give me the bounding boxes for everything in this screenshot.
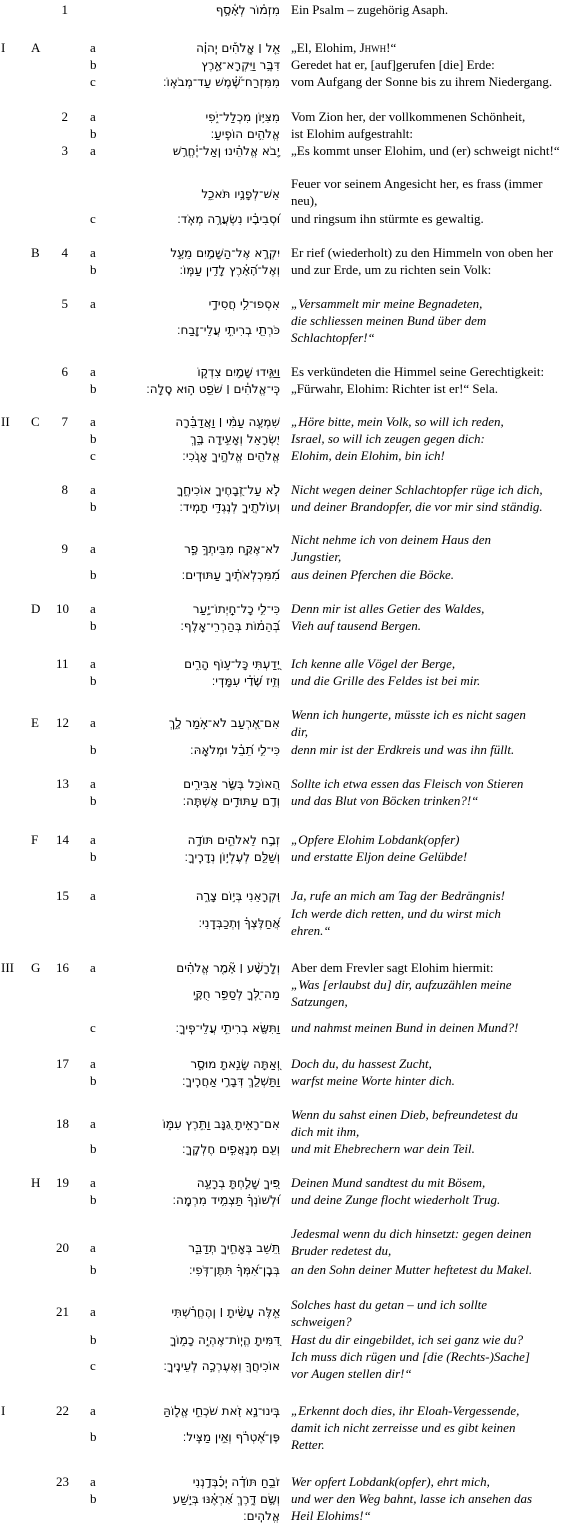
text-line [0,1243,580,1259]
verse-number: 23 [56,1474,69,1489]
german-translation: aus deinen Pferchen die Böcke. [291,567,455,582]
colon-letter: b [90,1429,97,1444]
hebrew-text: יִקְרָ֣א אֶל־הַשָּׁמַ֣יִם מֵעָ֑ל [170,246,280,260]
colon-letter: b [90,742,97,757]
verse-number: 2 [61,109,68,124]
german-translation: „Höre bitte, mein Volk, so will ich reden, [291,414,504,429]
colon-letter: a [90,414,96,429]
hebrew-text: וְ֭אַתָּה שָׂנֵ֣אתָ מוּסָ֑ר [190,1057,280,1071]
hebrew-text: כֹּרְתֵ֖י בְרִיתִ֣י עֲלֵי־זָֽבַח׃ [176,323,280,337]
text-line [0,724,580,740]
text-line [0,1192,580,1208]
german-translation: Satzungen, [291,994,348,1009]
colon-letter: a [90,1240,96,1255]
text-line [0,262,580,278]
german-translation: Wer opfert Lobdank(opfer), ehrt mich, [291,1474,490,1489]
verse-number: 18 [56,1116,69,1131]
verse-number: 1 [61,2,68,17]
german-translation: und zur Erde, um zu richten sein Volk: [291,262,492,277]
hebrew-text: אֱלֹהִ֖ים אֱלֹהֶ֣יךָ אָנֹֽכִי׃ [182,449,280,463]
text-line [0,849,580,865]
colon-letter: b [90,1141,97,1156]
german-translation: vor Augen stellen dir!“ [291,1366,412,1381]
text-line [0,1314,580,1330]
german-translation: und wer den Weg bahnt, lasse ich ansehen das [291,1491,533,1506]
text-line [0,245,580,261]
text-line [0,601,580,617]
hebrew-text: מִמִּזְרַח־שֶׁ֝֗מֶשׁ עַד־מְבֹאֽוֹ׃ [162,75,280,89]
german-translation: Aber dem Frevler sagt Elohim hiermit: [291,960,494,975]
hebrew-text: וְאֶל־הָ֝אָ֗רֶץ לָדִ֥ין עַמּֽוֹ׃ [179,263,280,277]
text-line [0,1366,580,1382]
colon-letter: a [90,109,96,124]
verse-number: 12 [56,715,69,730]
german-translation: und mit Ehebrechern war dein Teil. [291,1141,475,1156]
text-line [0,1124,580,1140]
colon-letter: a [90,1175,96,1190]
colon-letter: a [90,296,96,311]
text-line [0,143,580,159]
text-line [0,923,580,939]
hebrew-text: וּ֝סְבִיבָ֗יו נִשְׂעֲרָ֥ה מְאֹֽד׃ [177,212,280,226]
german-translation: warfst meine Worte hinter dich. [291,1073,455,1088]
hebrew-text: וְשַׁלֵּ֖ם לְעֶלְי֣וֹן נְדָרֶֽיךָ׃ [184,850,280,864]
hebrew-text: אֱלֹהִ֥ים הוֹפִֽיעַ׃ [210,127,280,141]
hebrew-text: אוֹכִיחֲךָ֖ וְאֶעֶרְכָ֣ה לְעֵינֶֽיךָ׃ [163,1359,280,1373]
german-translation: dich mit ihm, [291,1124,360,1139]
text-line [0,499,580,515]
text-line [0,793,580,809]
colon-letter: a [90,143,96,158]
german-translation: Solches hast du getan – und ich sollte [291,1297,488,1312]
hebrew-text: כִּי־לִ֥י כָל־חַֽיְתוֹ־יָ֑עַר [192,602,280,616]
section-letter: E [31,715,39,730]
verse-number: 8 [61,482,68,497]
colon-letter: c [90,74,96,89]
text-line [0,330,580,346]
colon-letter: b [90,618,97,633]
verse-number: 17 [56,1056,69,1071]
german-translation: „Erkennt doch dies, ihr Eloah-Vergessende, [291,1403,520,1418]
german-translation: und erstatte Eljon deine Gelübde! [291,849,468,864]
german-translation: damit ich nicht zerreisse und es gibt keinen [291,1420,516,1435]
text-line [0,364,580,380]
colon-letter: b [90,262,97,277]
text-line [0,549,580,565]
german-translation: schweigen? [291,1314,352,1329]
hebrew-text: אֵשׁ־לְפָנָ֥יו תֹּאכֵ֑ל [201,187,280,201]
colon-letter: a [90,888,96,903]
hebrew-text: כִּי־לִ֥י תֵ֝בֵ֗ל וּמְלֹאָֽהּ׃ [190,743,280,757]
hebrew-text: דִּ֭מִּיתָ הֱיֽוֹת־אֶהְיֶ֣ה כָמ֑וֹךָ [169,1333,280,1347]
colon-letter: c [90,1020,96,1035]
verse-number: 13 [56,776,69,791]
section-letter: H [31,1175,41,1190]
verse-number: 15 [56,888,69,903]
hebrew-text: אֲ֝חַלֶּצְךָ֗ וּֽתְכַבְּדֵֽנִי׃ [198,916,280,930]
hebrew-text: אִם־אֶ֭רְעַב לֹא־אֹ֣מַר לָ֑ךְ [168,716,280,730]
german-translation: Hast du dir eingebildet, ich sei ganz wie du? [291,1332,524,1347]
german-translation: Elohim, dein Elohim, bin ich! [291,448,445,463]
hebrew-text: מִ֝מִּכְלְאֹתֶ֗יךָ עַתּוּדִֽים׃ [181,568,280,582]
text-line [0,1020,580,1036]
verse-number: 14 [56,832,69,847]
colon-letter: a [90,245,96,260]
text-line [0,618,580,634]
text-line [0,776,580,792]
verse-number: 5 [61,296,68,311]
german-translation: Ich muss dich rügen und [die (Rechts-)Sache] [291,1349,530,1364]
german-translation: und nahmst meinen Bund in deinen Mund?! [291,1020,519,1035]
part-number: I [1,40,6,55]
text-line [0,1175,580,1191]
colon-letter: b [90,567,97,582]
colon-letter: b [90,431,97,446]
section-letter: G [31,960,41,975]
hebrew-text: מִצִּיּ֥וֹן מִכְלַל־יֹ֑פִי [205,110,280,124]
german-translation: neu), [291,193,318,208]
colon-letter: a [90,364,96,379]
hebrew-text: וַיַּגִּ֣ידוּ שָׁמַ֣יִם צִדְק֑וֹ [197,365,280,379]
hebrew-text: וְדַ֖ם עַתּוּדִ֣ים אֶשְׁתֶּֽה׃ [182,794,280,808]
text-line [0,296,580,312]
german-translation: Er rief (wiederholt) zu den Himmeln von oben her [291,245,554,260]
part-number: I [1,1403,6,1418]
text-line [0,1508,580,1524]
german-translation: und ringsum ihn stürmte es gewaltig. [291,211,484,226]
verse-number: 21 [56,1304,69,1319]
german-translation: „Es kommt unser Elohim, und (er) schweigt nicht!“ [291,143,560,158]
german-translation: und das Blut von Böcken trinken?!“ [291,793,479,808]
hebrew-text: בְּבֶֽן־אִ֝מְּךָ֗ תִּתֶּן־דֹּֽפִי׃ [188,1263,280,1277]
hebrew-text: אִם־רָאִ֣יתָ גַ֭נָּב וַתִּ֣רֶץ עִמּ֑וֹ [162,1117,280,1131]
hebrew-text: פִּ֭יךָ שָׁלַ֣חְתָּ בְרָעָ֑ה [196,1176,280,1190]
text-line [0,1056,580,1072]
text-line [0,126,580,142]
hebrew-text: וְעוֹלֹתֶ֖יךָ לְנֶגְדִּ֣י תָמִֽיד׃ [179,500,280,514]
german-translation: Jedesmal wenn du dich hinsetzt: gegen deinen [291,1226,532,1241]
hebrew-text: וְלָרָשָׁ֨ע ׀ אָ֘מַ֤ר אֱלֹהִ֗ים [176,961,280,975]
hebrew-text: לֹ֣א עַל־זְ֭בָחֶיךָ אוֹכִיחֶ֑ךָ [176,483,280,497]
text-line [0,1141,580,1157]
verse-number: 4 [61,245,68,260]
translation-part: !“ [386,40,397,55]
colon-letter: a [90,40,96,55]
verse-number: 7 [61,414,68,429]
text-line [0,656,580,672]
text-line [0,109,580,125]
text-line [0,1262,580,1278]
german-translation: „Opfere Elohim Lobdank(opfer) [291,832,460,847]
text-line [0,832,580,848]
text-line [0,673,580,689]
colon-letter: c [90,448,96,463]
hebrew-text: וּ֭קְרָאֵנִי בְּי֣וֹם צָרָ֑ה [195,889,280,903]
colon-letter: a [90,960,96,975]
text-line [0,414,580,430]
german-translation: und die Grille des Feldes ist bei mir. [291,673,481,688]
verse-number: 10 [56,601,69,616]
text-line [0,2,580,18]
german-translation: „Was [erlaubst du] dir, aufzuzählen meine [291,977,512,992]
section-letter: C [31,414,40,429]
colon-letter: a [90,1056,96,1071]
german-translation: Vom Zion her, der vollkommenen Schönheit, [291,109,526,124]
verse-number: 19 [56,1175,69,1190]
hebrew-text: וַתִּשָּׂ֖א בְרִיתִ֣י עֲלֵי־פִֽיךָ׃ [175,1021,280,1035]
hebrew-text: זְבַ֣ח לֵאלֹהִ֣ים תּוֹדָ֑ה [187,833,280,847]
german-translation: Geredet hat er, [auf]gerufen [die] Erde: [291,57,495,72]
verse-number: 3 [61,143,68,158]
text-line [0,888,580,904]
german-translation: und deine Zunge flocht wiederholt Trug. [291,1192,501,1207]
colon-letter: b [90,849,97,864]
hebrew-text: כִּֽי־אֱלֹהִ֓ים ׀ שֹׁפֵ֖ט ה֣וּא סֶֽלָה׃ [146,382,280,396]
german-translation: Es verkündeten die Himmel seine Gerechtigkeit: [291,364,545,379]
colon-letter: b [90,57,97,72]
german-translation: Deinen Mund sandtest du mit Bösem, [291,1175,486,1190]
colon-letter: b [90,1262,97,1277]
colon-letter: a [90,715,96,730]
german-translation: ehren.“ [291,923,331,938]
hebrew-text: מַה־לְּ֭ךָ לְסַפֵּ֣ר חֻקָּ֑י [192,987,280,1001]
german-translation: Wenn du sahst einen Dieb, befreundetest du [291,1107,518,1122]
german-translation: Feuer vor seinem Angesicht her, es frass (immer [291,176,543,191]
translation-part: „El, Elohim, J [291,40,365,55]
hebrew-text: פֶּן־אֶ֝טְרֹ֗ף וְאֵ֣ין מַצִּֽיל׃ [182,1430,280,1444]
german-translation: Schlachtopfer!“ [291,330,375,345]
colon-letter: a [90,482,96,497]
colon-letter: a [90,601,96,616]
german-translation: Israel, so will ich zeugen gegen dich: [291,431,485,446]
text-line [0,1437,580,1453]
text-line [0,960,580,976]
german-translation: Vieh auf tausend Bergen. [291,618,421,633]
text-line [0,1474,580,1490]
text-line [0,1491,580,1507]
hebrew-text: אֱלֹהִֽים׃ [243,1509,280,1523]
colon-letter: b [90,1073,97,1088]
text-line [0,381,580,397]
german-translation: Ich werde dich retten, und du wirst mich [291,906,501,921]
colon-letter: b [90,1192,97,1207]
colon-letter: a [90,656,96,671]
colon-letter: a [90,541,96,556]
text-line [0,431,580,447]
text-line [0,742,580,758]
german-translation: „Versammelt mir meine Begnadeten, [291,296,483,311]
colon-letter: b [90,126,97,141]
hebrew-text: בִּֽינוּ־נָ֣א זֹ֭את שֹׁכְחֵ֣י אֱל֑וֹהַּ [163,1404,280,1418]
text-line [0,57,580,73]
text-line [0,567,580,583]
german-translation: dir, [291,724,308,739]
text-line [0,74,580,90]
verse-number: 11 [56,656,69,671]
text-line [0,1332,580,1348]
german-translation: Wenn ich hungerte, müsste ich es nicht sagen [291,707,526,722]
german-translation: Ja, rufe an mich am Tag der Bedrängnis! [291,888,506,903]
text-line [0,448,580,464]
german-translation: Ein Psalm – zugehörig Asaph. [291,2,449,17]
hebrew-text: הַ֭אוֹכַל בְּשַׂ֣ר אַבִּירִ֑ים [183,777,280,791]
hebrew-text: אִסְפוּ־לִ֥י חֲסִידָ֑י [208,297,280,311]
colon-letter: a [90,776,96,791]
part-number: II [1,414,10,429]
colon-letter: c [90,211,96,226]
text-line [0,482,580,498]
colon-letter: a [90,1304,96,1319]
german-translation: Nicht nehme ich von deinem Haus den [291,532,492,547]
german-translation: vom Aufgang der Sonne bis zu ihrem Niedergang. [291,74,553,89]
hebrew-text: וּ֝לְשׁוֹנְךָ֗ תַּצְמִ֥יד מִרְמָֽה׃ [172,1193,280,1207]
verse-number: 16 [56,960,69,975]
hebrew-text: שִׁמְעָ֤ה עַמִּ֨י ׀ וַאֲדַבֵּ֗רָה [175,415,280,429]
hebrew-text: יָ֭דַעְתִּי כָּל־ע֣וֹף הָרִ֑ים [184,657,280,671]
text-line [0,1073,580,1089]
text-line [0,994,580,1010]
hebrew-text: תֵּ֭שֵׁב בְּאָחִ֣יךָ תְדַבֵּ֑ר [188,1241,280,1255]
colon-letter: b [90,499,97,514]
colon-letter: b [90,793,97,808]
colon-letter: a [90,832,96,847]
hebrew-text: אֵ֤ל ׀ אֱֽלֹהִ֡ים יְֽהוָ֗ה [196,41,280,55]
german-translation: Ich kenne alle Vögel der Berge, [291,656,456,671]
german-translation: Nicht wegen deiner Schlachtopfer rüge ich dich, [291,482,543,497]
hebrew-text: זֹבֵ֥חַ תּוֹדָ֗ה יְֽכַ֫בְּדָ֥נְנִי [192,1475,280,1489]
colon-letter: a [90,1403,96,1418]
hebrew-text: מִזְמ֗וֹר לְאָ֫סָ֥ף [215,3,280,17]
hebrew-text: יָ֤בֹא אֱלֹהֵ֗ינוּ וְֽאַל־יֶ֫חֱרַ֥שׁ [172,144,280,158]
verse-number: 6 [61,364,68,379]
text-line [0,1403,580,1419]
hebrew-text: בְּ֝הֵמ֗וֹת בְּהַרְרֵי־אָֽלֶף׃ [180,619,280,633]
hebrew-text: וְשָׂ֥ם דֶּ֑רֶךְ אַ֝רְאֶ֗נּוּ בְּיֵ֣שַׁע [172,1492,280,1506]
section-letter: F [31,832,39,847]
german-translation: und deiner Brandopfer, die vor mir sind ständig. [291,499,543,514]
german-translation: denn mir ist der Erdkreis und was ihn füllt. [291,742,515,757]
hebrew-text: אֵ֤לֶּה עָשִׂ֨יתָ ׀ וְֽהֶחֱרַ֗שְׁתִּי [171,1305,280,1319]
section-letter: B [31,245,40,260]
hebrew-text: וְעִ֖ם מְנָאֲפִ֣ים חֶלְקֶֽךָ׃ [182,1142,280,1156]
section-letter: A [31,40,41,55]
text-line [0,40,580,56]
german-translation: Doch du, du hassest Zucht, [291,1056,432,1071]
verse-number: 22 [56,1403,69,1418]
german-translation: Heil Elohims!“ [291,1508,371,1523]
colon-letter: b [90,1491,97,1506]
colon-letter: a [90,1474,96,1489]
divine-name-smallcaps: hwh [364,40,387,55]
colon-letter: a [90,1116,96,1131]
german-translation: ist Elohim aufgestrahlt: [291,126,414,141]
german-translation: Jungstier, [291,549,342,564]
hebrew-text: וְזִ֥יז שָׂ֝דַ֗י עִמָּדִֽי׃ [211,674,280,688]
colon-letter: b [90,1332,97,1347]
verse-number: 20 [56,1240,69,1255]
text-line [0,193,580,209]
german-translation [291,40,396,56]
german-translation: Bruder redetest du, [291,1243,392,1258]
german-translation: Denn mir ist alles Getier des Waldes, [291,601,485,616]
hebrew-text: יִ֭שְׂרָאֵל וְאָעִ֣ידָה בָּ֑ךְ [190,432,280,446]
hebrew-text: דִּבֶּ֥ר וַיִּקְרָא־אָ֑רֶץ [201,58,280,72]
hebrew-text: לֹא־אֶקַּ֣ח מִבֵּיתְךָ֣ פָ֑ר [184,542,280,556]
colon-letter: b [90,673,97,688]
german-translation: Sollte ich etwa essen das Fleisch von Stieren [291,776,524,791]
colon-letter: b [90,381,97,396]
colon-letter: c [90,1358,96,1373]
german-translation: Retter. [291,1437,325,1452]
part-number: III [1,960,14,975]
verse-number: 9 [61,541,68,556]
text-line [0,211,580,227]
section-letter: D [31,601,41,616]
german-translation: „Fürwahr, Elohim: Richter ist er!“ Sela. [291,381,499,396]
german-translation: an den Sohn deiner Mutter heftetest du Makel. [291,1262,533,1277]
hebrew-text: וַתַּשְׁלֵ֖ךְ דְּבָרַ֣י אַחֲרֶֽיךָ׃ [182,1074,280,1088]
german-translation: die schliessen meinen Bund über dem [291,313,487,328]
